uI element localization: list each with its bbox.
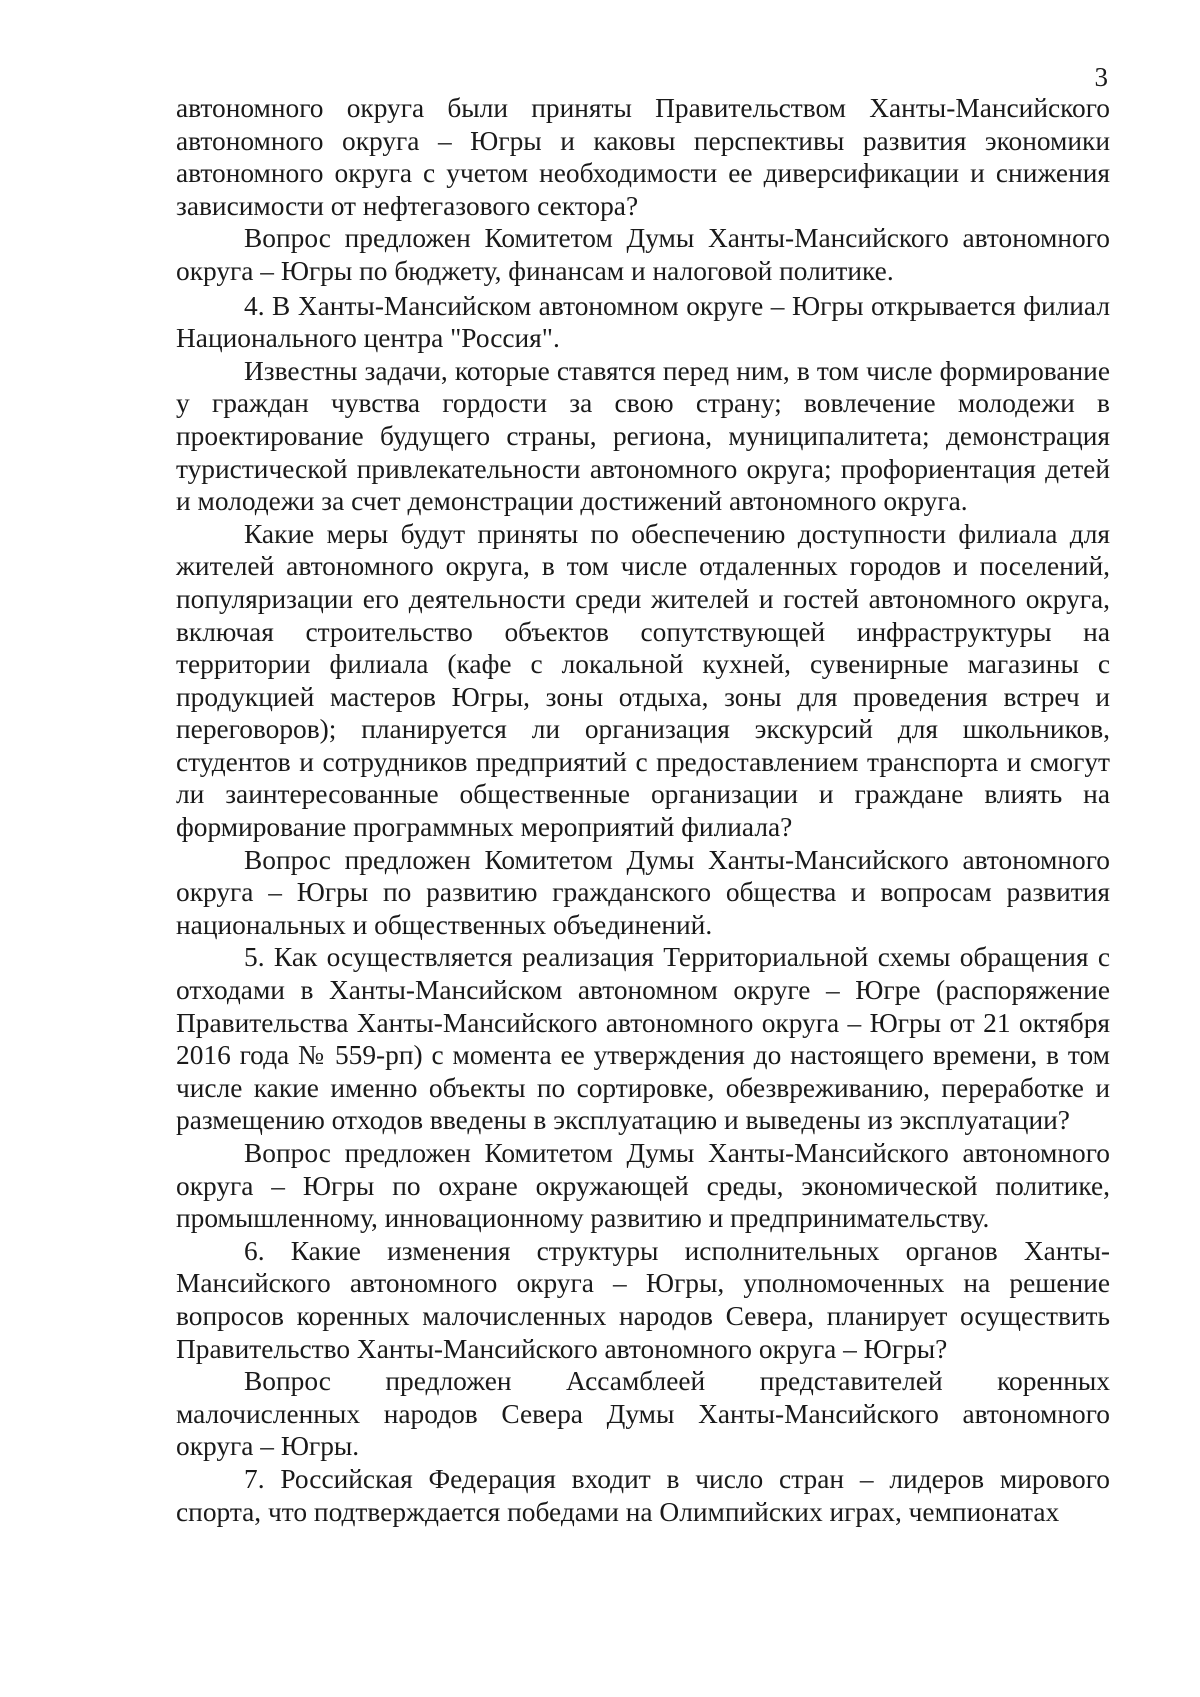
paragraph-known-tasks: Известны задачи, которые ставятся перед ним, в том числе формирование у граждан чувства гордости за свою страну; вовлечение молодежи в проектирование будущего страны, региона, муниципалитета; демонстрация туристической привлекательности автономного округа; профориентация детей и молодежи за счет демонстрации достижений автономного округа. — [176, 355, 1110, 517]
paragraph-proposer-note-assembly: Вопрос предложен Ассамблеей представителей коренных малочисленных народов Севера Думы Ханты-Мансийского автономного округа – Югры. — [176, 1366, 1110, 1462]
paragraph-question-5: 5. Как осуществляется реализация Территориальной схемы обращения с отходами в Ханты-Мансийском автономном округе – Югре (распоряжение Правительства Ханты-Мансийского автономного округа – Югры от 21 октября 2016 года № 559-рп) с момента ее утверждения до настоящего времени, в том числе какие именно объекты по сортировке, обезвреживанию, переработке и размещению отходов введены в эксплуатацию и выведены из эксплуатации? — [176, 942, 1110, 1136]
paragraph-question-7: 7. Российская Федерация входит в число стран – лидеров мирового спорта, что подтверждается победами на Олимпийских играх, чемпионатах — [176, 1463, 1110, 1527]
paragraph-measures-question: Какие меры будут приняты по обеспечению доступности филиала для жителей автономного округа, в том числе отдаленных городов и поселений, популяризации его деятельности среди жителей и гостей автономного округа, включая строительство объектов сопутствующей инфраструктуры на территории филиала (кафе с локальной кухней, сувенирные магазины с продукцией мастеров Югры, зоны отдыха, зоны для проведения встреч и переговоров); планируется ли организация экскурсий для школьников, студентов и сотрудников предприятий с предоставлением транспорта и смогут ли заинтересованные общественные организации и граждане влиять на формирование программных мероприятий филиала? — [176, 518, 1110, 843]
document-body — [176, 92, 1110, 1528]
paragraph-proposer-note-environment: Вопрос предложен Комитетом Думы Ханты-Мансийского автономного округа – Югры по охране окружающей среды, экономической политике, промышленному, инновационному развитию и предпринимательству. — [176, 1138, 1110, 1234]
paragraph-continuation: автономного округа были приняты Правительством Ханты-Мансийского автономного округа – Югры и каковы перспективы развития экономики автономного округа с учетом необходимости ее диверсификации и снижения зависимости от нефтегазового сектора? — [176, 93, 1110, 221]
paragraph-proposer-note-civil-society: Вопрос предложен Комитетом Думы Ханты-Мансийского автономного округа – Югры по развитию гражданского общества и вопросам развития национальных и общественных объединений. — [176, 844, 1110, 940]
page-number: 3 — [1094, 62, 1108, 92]
paragraph-question-6: 6. Какие изменения структуры исполнительных органов Ханты-Мансийского автономного округа – Югры, уполномоченных на решение вопросов коренных малочисленных народов Севера, планирует осуществить Правительство Ханты-Мансийского автономного округа – Югры? — [176, 1235, 1110, 1364]
paragraph-proposer-note-budget: Вопрос предложен Комитетом Думы Ханты-Мансийского автономного округа – Югры по бюджету, финансам и налоговой политике. — [176, 223, 1110, 286]
paragraph-question-4: 4. В Ханты-Мансийском автономном округе – Югры открывается филиал Национального центра "Россия". — [176, 290, 1110, 354]
